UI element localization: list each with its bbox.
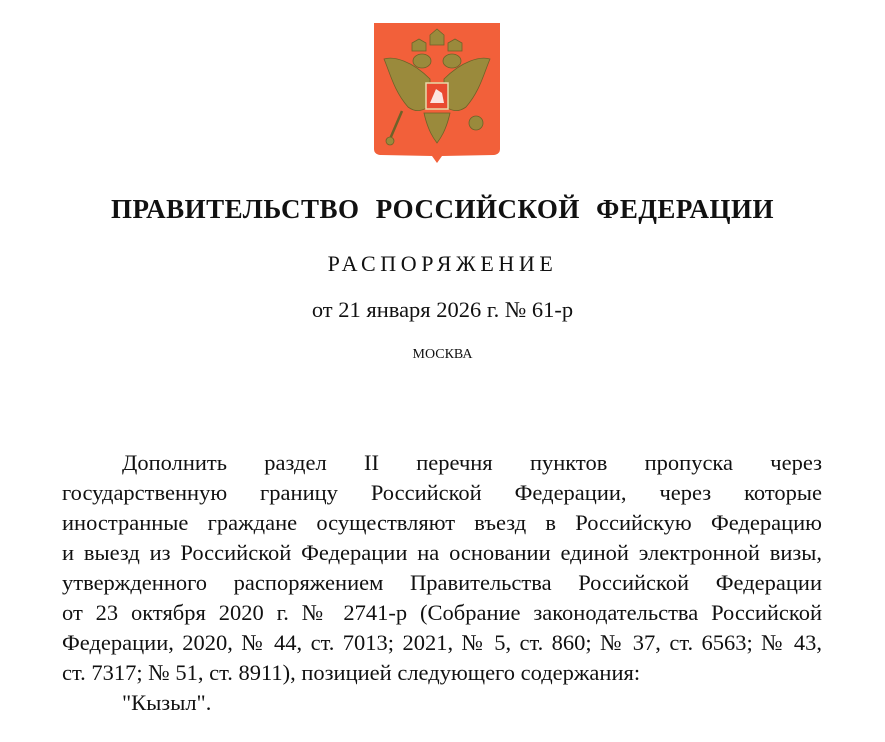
- body-line: иностранные граждане осуществляют въезд в Российскую Федерацию: [62, 510, 822, 535]
- body-line: государственную границу Российской Федерации, через которые: [62, 480, 822, 505]
- document-body: [62, 450, 822, 720]
- body-line: ст. 7317; № 51, ст. 8911), позицией следующего содержания:: [62, 660, 641, 685]
- body-line: и выезд из Российской Федерации на основании единой электронной визы,: [62, 540, 822, 565]
- coat-of-arms-emblem: [372, 21, 502, 164]
- body-line: от 23 октября 2020 г. № 2741-р (Собрание законодательства Российской: [62, 600, 822, 625]
- document-city: МОСКВА: [412, 347, 473, 362]
- body-line: утвержденного распоряжением Правительства Российской Федерации: [62, 570, 822, 595]
- government-title: ПРАВИТЕЛЬСТВО РОССИЙСКОЙ ФЕДЕРАЦИИ: [111, 194, 774, 224]
- body-line: Дополнить раздел II перечня пунктов пропуска через: [122, 450, 822, 475]
- document-date-number: от 21 января 2026 г. № 61-р: [311, 297, 574, 322]
- body-line-quote: "Кызыл".: [122, 690, 212, 715]
- body-line: Федерации, 2020, № 44, ст. 7013; 2021, № 5, ст. 860; № 37, ст. 6563; № 43,: [62, 630, 822, 655]
- document-type: РАСПОРЯЖЕНИЕ: [327, 251, 558, 276]
